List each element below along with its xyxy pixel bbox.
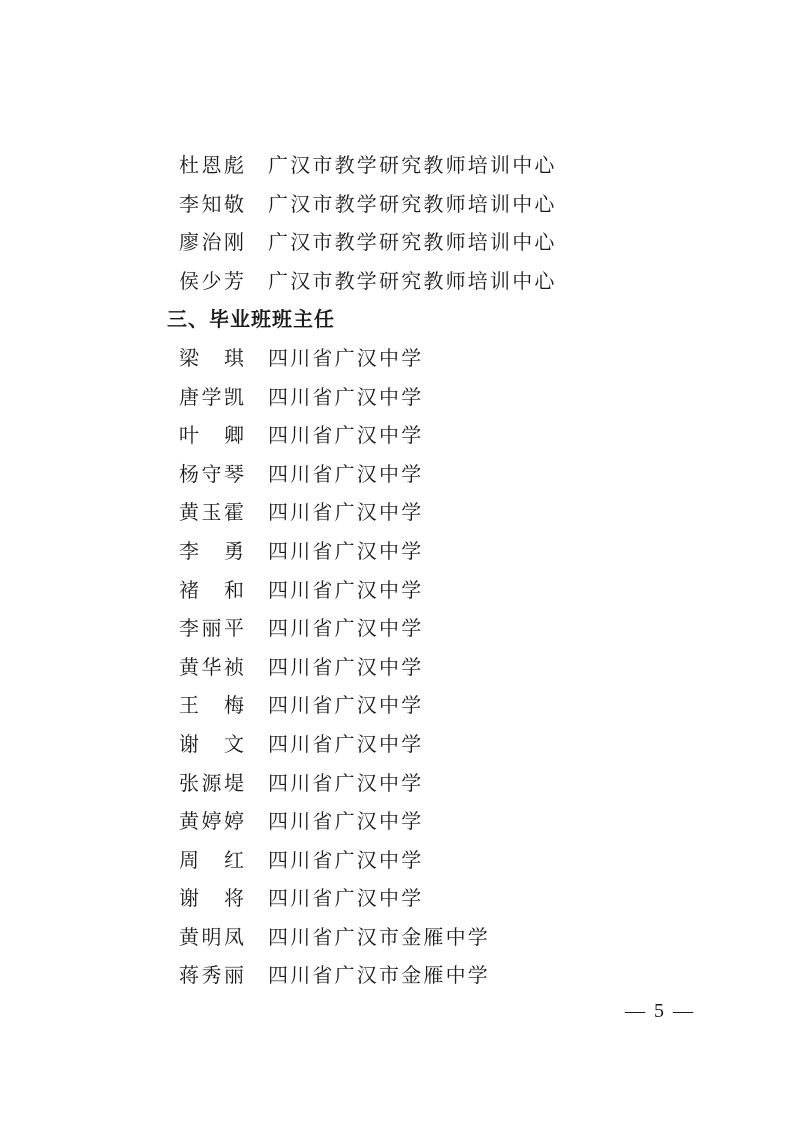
list-item (0, 146, 793, 185)
section-heading: 三、毕业班班主任 (167, 307, 335, 332)
organization: 四川省广汉中学 (268, 847, 424, 872)
list-item (0, 918, 793, 957)
organization: 四川省广汉中学 (268, 809, 424, 834)
list-item (0, 956, 793, 995)
person-name: 周 红 (179, 847, 245, 872)
person-name: 李知敬 (179, 191, 245, 216)
person-name: 谢 文 (179, 731, 245, 756)
person-name: 黄婷婷 (179, 809, 245, 834)
list-item (0, 493, 793, 532)
person-name: 李丽平 (179, 616, 245, 641)
list-item (0, 378, 793, 417)
list-item (0, 339, 793, 378)
person-name: 叶 卿 (179, 423, 245, 448)
person-name: 谢 将 (179, 886, 245, 911)
person-name: 杜恩彪 (179, 153, 245, 177)
organization: 广汉市教学研究教师培训中心 (268, 191, 557, 216)
list-item (0, 262, 793, 301)
list-item (0, 841, 793, 880)
list-item (0, 571, 793, 610)
organization: 四川省广汉中学 (268, 693, 424, 718)
person-name: 侯少芳 (179, 268, 245, 293)
organization: 四川省广汉中学 (268, 731, 424, 756)
organization: 四川省广汉中学 (268, 423, 424, 448)
list-item (0, 725, 793, 764)
person-name: 梁 琪 (179, 345, 245, 370)
organization: 广汉市教学研究教师培训中心 (268, 153, 557, 177)
list-item (0, 223, 793, 262)
person-name: 王 梅 (179, 693, 245, 718)
person-name: 黄华祯 (179, 654, 245, 679)
organization: 四川省广汉中学 (268, 654, 424, 679)
list-item (0, 686, 793, 725)
person-name: 黄玉霍 (179, 500, 245, 525)
list-item (0, 185, 793, 224)
person-name: 蒋秀丽 (179, 963, 245, 988)
person-name: 杨守琴 (179, 461, 245, 486)
organization: 广汉市教学研究教师培训中心 (268, 230, 557, 255)
organization: 四川省广汉市金雁中学 (268, 924, 490, 949)
organization: 四川省广汉中学 (268, 770, 424, 795)
award-list (0, 146, 793, 995)
list-item (0, 764, 793, 803)
organization: 四川省广汉中学 (268, 538, 424, 563)
person-name: 廖治刚 (179, 230, 245, 255)
organization: 四川省广汉中学 (268, 461, 424, 486)
list-item (0, 455, 793, 494)
organization: 四川省广汉中学 (268, 577, 424, 602)
person-name: 黄明凤 (179, 924, 245, 949)
organization: 四川省广汉市金雁中学 (268, 963, 490, 988)
list-item (0, 609, 793, 648)
person-name: 褚 和 (179, 577, 245, 602)
organization: 四川省广汉中学 (268, 384, 424, 409)
list-item (0, 879, 793, 918)
organization: 广汉市教学研究教师培训中心 (268, 268, 557, 293)
organization: 四川省广汉中学 (268, 616, 424, 641)
person-name: 李 勇 (179, 538, 245, 563)
person-name: 唐学凯 (179, 384, 245, 409)
list-item (0, 532, 793, 571)
organization: 四川省广汉中学 (268, 500, 424, 525)
page-number: — 5 — (625, 1000, 695, 1022)
organization: 四川省广汉中学 (268, 886, 424, 911)
organization: 四川省广汉中学 (268, 345, 424, 370)
list-item (0, 648, 793, 687)
person-name: 张源堤 (179, 770, 245, 795)
list-item (0, 416, 793, 455)
list-item (0, 802, 793, 841)
